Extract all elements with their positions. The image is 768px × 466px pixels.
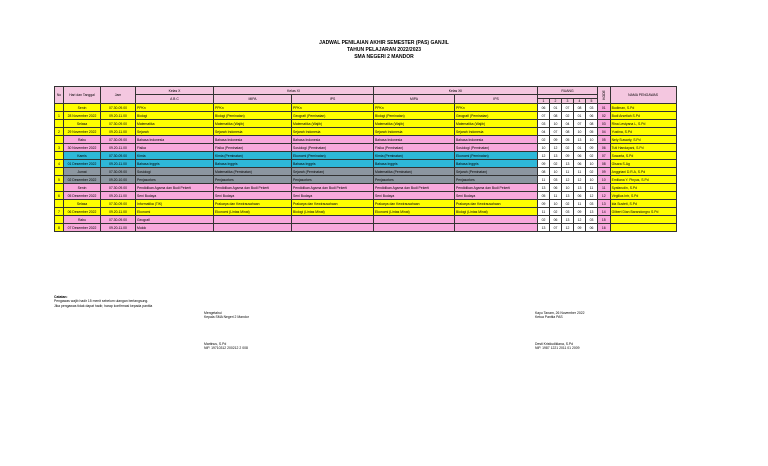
- row-xii-mipa: Prakarya dan Kewirausahaan: [374, 200, 455, 208]
- row-nama-pengawas: Virgilius Intr, S.Pd: [610, 192, 676, 200]
- row-hari: 28 November 2022: [64, 112, 101, 120]
- row-nama-pengawas: Nely Suwarty, S.Pd: [610, 136, 676, 144]
- row-ruang-5: 03: [586, 200, 598, 208]
- row-xii-ips: [455, 216, 538, 224]
- row-no: 3: [55, 144, 64, 152]
- row-kode: 13: [598, 200, 611, 208]
- row-ruang-3: 13: [562, 192, 574, 200]
- row-ruang-2: 07: [550, 224, 562, 232]
- row-hari: Rabu: [64, 136, 101, 144]
- row-ruang-2: 08: [550, 112, 562, 120]
- row-kode: 03: [598, 120, 611, 128]
- row-xii-mipa: PPKn: [374, 104, 455, 112]
- row-kode: 16: [598, 224, 611, 232]
- row-ruang-5: 03: [586, 216, 598, 224]
- row-xii-ips: PPKn: [455, 104, 538, 112]
- row-ruang-4: 06: [574, 160, 586, 168]
- row-hari: Selasa: [64, 200, 101, 208]
- row-ruang-3: 04: [562, 120, 574, 128]
- row-kode: 11: [598, 184, 611, 192]
- row-no: 5: [55, 176, 64, 184]
- row-xi-ips: Seni Budaya: [292, 192, 374, 200]
- row-ruang-3: 11: [562, 168, 574, 176]
- row-xi-mipa: Matematika (Peminatan): [214, 168, 292, 176]
- row-ruang-4: 10: [574, 128, 586, 136]
- row-xi-ips: Biologi (Lintas Minat): [292, 208, 374, 216]
- row-ruang-1: 09: [538, 200, 550, 208]
- sign-left: [204, 311, 249, 320]
- row-jam: 09.20-11.00: [101, 192, 136, 200]
- row-ruang-3: 09: [562, 152, 574, 160]
- row-hari: 01 Desember 2022: [64, 160, 101, 168]
- table-row: [55, 128, 677, 136]
- row-no: 8: [55, 224, 64, 232]
- row-jam: 07.30-09.00: [101, 152, 136, 160]
- row-ruang-3: 05: [562, 136, 574, 144]
- row-xii-ips: Prakarya dan Kewirausahaan: [455, 200, 538, 208]
- sign-right-line2: Ketua Panitia PAS: [535, 315, 563, 320]
- header-abc: A B C: [136, 95, 214, 104]
- row-nama-pengawas: Yustina, S.Pd: [610, 128, 676, 136]
- table-row: [55, 192, 677, 200]
- title-line-2: TAHUN PELAJARAN 2022/2023: [346, 47, 422, 53]
- row-ruang-4: 13: [574, 136, 586, 144]
- row-ruang-3: 02: [562, 144, 574, 152]
- row-ruang-3: 12: [562, 176, 574, 184]
- row-ruang-2: 13: [550, 152, 562, 160]
- row-xii-ips: Matematika (Wajib): [455, 120, 538, 128]
- row-xii-ips: Biologi (Lintas Minat): [455, 208, 538, 216]
- notes-line-1: Pengawas wajib hadir 15 menit sebelum ulangan berlangsung.: [54, 299, 149, 304]
- row-hari: Senin: [64, 184, 101, 192]
- row-xii-ips: Sejarah (Peminatan): [455, 168, 538, 176]
- row-xi-mipa: Ekonomi (Lintas Minat): [214, 208, 292, 216]
- row-xi-ips: [292, 216, 374, 224]
- header-kelas-xii: Kelas XII: [374, 87, 538, 95]
- row-xi-ips: Ekonomi (Peminatan): [292, 152, 374, 160]
- row-ruang-5: 09: [586, 144, 598, 152]
- row-hari: Senin: [64, 104, 101, 112]
- row-xi-mipa: Penjasorkes: [214, 176, 292, 184]
- table-header: [55, 87, 677, 104]
- row-hari: Kamis: [64, 152, 101, 160]
- row-ruang-2: 07: [550, 128, 562, 136]
- row-xi-ips: Sejarah (Peminatan): [292, 168, 374, 176]
- row-ruang-5: 06: [586, 112, 598, 120]
- row-ruang-1: 07: [538, 112, 550, 120]
- sign-right: [535, 311, 585, 320]
- row-nama-pengawas: Gisara S.Ag: [610, 160, 676, 168]
- header-ruang-1: 1: [538, 99, 550, 104]
- row-jam: 09.20-10.00: [101, 176, 136, 184]
- sign-left-signatory: [204, 342, 248, 351]
- row-jam: 09.20-11.00: [101, 160, 136, 168]
- row-xii-mipa: Biologi (Peminatan): [374, 112, 455, 120]
- row-ruang-2: 12: [550, 144, 562, 152]
- row-no: [55, 120, 64, 128]
- row-kelas-x: Informatika (TIK): [136, 200, 214, 208]
- row-no: 1: [55, 112, 64, 120]
- row-jam: 07.30-09.00: [101, 120, 136, 128]
- notes-title: Catatan:: [54, 295, 68, 299]
- row-xii-mipa: Pendidikan Agama dan Budi Pekerti: [374, 184, 455, 192]
- row-nama-pengawas: [610, 216, 676, 224]
- row-xii-ips: Sosiologi (Peminatan): [455, 144, 538, 152]
- row-hari: 29 November 2022: [64, 128, 101, 136]
- row-ruang-1: 02: [538, 136, 550, 144]
- table-row: [55, 144, 677, 152]
- header-jam: Jam: [101, 87, 136, 104]
- row-ruang-1: 13: [538, 184, 550, 192]
- row-hari: Rabu: [64, 216, 101, 224]
- row-xii-ips: Pendidikan Agama dan Budi Pekerti: [455, 184, 538, 192]
- row-ruang-4: 01: [574, 112, 586, 120]
- row-xii-mipa: Ekonomi (Lintas Minat): [374, 208, 455, 216]
- header-kode: [598, 87, 611, 104]
- row-nama-pengawas: Rina Lestyana L, S.Pd: [610, 120, 676, 128]
- sign-left-name: Martinus, S.Pd: [204, 342, 227, 346]
- title-line-1: JADWAL PENILAIAN AKHIR SEMESTER (PAS) GANJIL: [319, 40, 449, 46]
- sign-right-nip: NIP. 1987 1221 2011 01 2009: [535, 346, 580, 351]
- row-jam: 07.30-09.00: [101, 200, 136, 208]
- row-xii-ips: Bahasa Inggris: [455, 160, 538, 168]
- row-kode: 01: [598, 104, 611, 112]
- row-xii-ips: Ekonomi (Peminatan): [455, 152, 538, 160]
- table-body: [55, 104, 677, 232]
- row-hari: Jumat: [64, 168, 101, 176]
- row-ruang-1: 12: [538, 152, 550, 160]
- row-hari: 06 Desember 2022: [64, 208, 101, 216]
- row-ruang-1: 04: [538, 128, 550, 136]
- header-xii-mipa: MIPA: [374, 95, 455, 104]
- header-xi-mipa: MIPA: [214, 95, 292, 104]
- row-xii-mipa: Matematika (Wajib): [374, 120, 455, 128]
- row-kelas-x: Bahasa Indonesia: [136, 136, 214, 144]
- row-xi-ips: Bahasa Indonesia: [292, 136, 374, 144]
- header-kelas-x: Kelas X: [136, 87, 214, 95]
- row-ruang-5: 12: [586, 192, 598, 200]
- row-ruang-4: 01: [574, 144, 586, 152]
- row-xii-ips: Geografi (Peminatan): [455, 112, 538, 120]
- row-xi-ips: Prakarya dan Kewirausahaan: [292, 200, 374, 208]
- row-ruang-4: 08: [574, 104, 586, 112]
- row-kelas-x: Geografi: [136, 216, 214, 224]
- row-xii-ips: [455, 224, 538, 232]
- row-xi-mipa: Seni Budaya: [214, 192, 292, 200]
- row-ruang-1: 02: [538, 216, 550, 224]
- row-hari: 02 Desember 2022: [64, 176, 101, 184]
- row-kode: 12: [598, 192, 611, 200]
- row-jam: 07.30-09.00: [101, 136, 136, 144]
- row-hari: Selasa: [64, 120, 101, 128]
- table-row: [55, 120, 677, 128]
- row-kode: 05: [598, 136, 611, 144]
- row-ruang-4: 09: [574, 208, 586, 216]
- header-ruang: RUANG: [538, 87, 598, 95]
- table-row: [55, 224, 677, 232]
- row-ruang-2: 01: [550, 104, 562, 112]
- row-kode: 07: [598, 152, 611, 160]
- row-xii-ips: Penjasorkes: [455, 176, 538, 184]
- row-xii-mipa: Penjasorkes: [374, 176, 455, 184]
- row-hari: 30 November 2022: [64, 144, 101, 152]
- row-kode: 04: [598, 128, 611, 136]
- sign-left-line1: Mengetahui: [204, 311, 222, 315]
- row-nama-pengawas: Budiman, S.Pd: [610, 104, 676, 112]
- row-no: [55, 152, 64, 160]
- row-ruang-1: 05: [538, 192, 550, 200]
- row-xi-mipa: Bahasa Indonesia: [214, 136, 292, 144]
- title-line-3: SMA NEGERI 2 MANDOR: [354, 54, 414, 60]
- row-xi-ips: Sosiologi (Peminatan): [292, 144, 374, 152]
- row-kelas-x: Biologi: [136, 112, 214, 120]
- table-row: [55, 152, 677, 160]
- row-ruang-4: 07: [574, 120, 586, 128]
- row-no: [55, 216, 64, 224]
- row-xii-mipa: Kimia (Peminatan): [374, 152, 455, 160]
- row-kelas-x: Sosiologi: [136, 168, 214, 176]
- row-hari: 05 Desember 2022: [64, 192, 101, 200]
- row-jam: 07.30-09.00: [101, 104, 136, 112]
- notes: [54, 295, 152, 308]
- row-nama-pengawas: Tuti Handayani, S.Pd: [610, 144, 676, 152]
- row-xii-mipa: Seni Budaya: [374, 192, 455, 200]
- row-nama-pengawas: Suwarta, S.Pd: [610, 152, 676, 160]
- row-ruang-2: 10: [550, 200, 562, 208]
- row-no: [55, 200, 64, 208]
- row-nama-pengawas: Budi Arsetiah S.Pd: [610, 112, 676, 120]
- row-ruang-5: 06: [586, 224, 598, 232]
- row-ruang-5: 03: [586, 104, 598, 112]
- row-kode: 10: [598, 176, 611, 184]
- row-xi-mipa: [214, 216, 292, 224]
- row-ruang-1: 10: [538, 144, 550, 152]
- row-no: [55, 184, 64, 192]
- row-xi-mipa: PPKn: [214, 104, 292, 112]
- row-no: [55, 104, 64, 112]
- row-jam: 09.20-11.00: [101, 224, 136, 232]
- row-xi-mipa: Kimia (Peminatan): [214, 152, 292, 160]
- row-ruang-3: 13: [562, 160, 574, 168]
- row-jam: 09.20-11.00: [101, 208, 136, 216]
- row-xi-ips: Pendidikan Agama dan Budi Pekerti: [292, 184, 374, 192]
- row-ruang-3: 02: [562, 112, 574, 120]
- header-ruang-4: 4: [574, 99, 586, 104]
- row-no: 7: [55, 208, 64, 216]
- header-no: No: [55, 87, 64, 104]
- row-no: 6: [55, 192, 64, 200]
- table-row: [55, 104, 677, 112]
- row-kelas-x: Pendidikan Agama dan Budi Pekerti: [136, 184, 214, 192]
- row-ruang-3: 12: [562, 224, 574, 232]
- row-hari: 07 Desember 2022: [64, 224, 101, 232]
- row-xi-mipa: Pendidikan Agama dan Budi Pekerti: [214, 184, 292, 192]
- row-jam: 09.20-11.00: [101, 144, 136, 152]
- sign-left-line2: Kepala SMA Negeri 2 Mandor: [204, 315, 249, 320]
- row-kelas-x: Sejarah: [136, 128, 214, 136]
- row-kelas-x: Fisika: [136, 144, 214, 152]
- header-ruang-5: 5: [586, 99, 598, 104]
- row-nama-pengawas: Ida Susteti, S.Pd: [610, 200, 676, 208]
- row-ruang-2: 11: [550, 192, 562, 200]
- row-no: 4: [55, 160, 64, 168]
- row-jam: 07.30-09.00: [101, 184, 136, 192]
- row-nama-pengawas: Syafarudin, S.Pd: [610, 184, 676, 192]
- row-ruang-1: 03: [538, 120, 550, 128]
- sign-right-line1: Kayu Tanam, 26 November 2022: [535, 311, 585, 315]
- header-kelas-xi: Kelas XI: [214, 87, 374, 95]
- row-ruang-1: 11: [538, 208, 550, 216]
- row-kelas-x: Mulok: [136, 224, 214, 232]
- row-xi-mipa: Matematika (Wajib): [214, 120, 292, 128]
- row-ruang-1: 11: [538, 176, 550, 184]
- header-hari: Hari dan Tanggal: [64, 87, 101, 104]
- row-ruang-5: 08: [586, 120, 598, 128]
- table-row: [55, 176, 677, 184]
- row-ruang-1: 13: [538, 224, 550, 232]
- row-xi-mipa: Prakarya dan Kewirausahaan: [214, 200, 292, 208]
- row-xi-ips: Matematika (Wajib): [292, 120, 374, 128]
- row-ruang-5: 02: [586, 152, 598, 160]
- row-kode: 02: [598, 112, 611, 120]
- row-ruang-5: 11: [586, 184, 598, 192]
- row-ruang-1: 06: [538, 104, 550, 112]
- row-ruang-3: 10: [562, 184, 574, 192]
- row-kelas-x: Penjasorkes: [136, 176, 214, 184]
- row-xi-mipa: [214, 224, 292, 232]
- table-row: [55, 200, 677, 208]
- row-ruang-2: 06: [550, 216, 562, 224]
- header-nama: NAMA PENGAWAS: [610, 87, 676, 104]
- row-xii-ips: Seni Budaya: [455, 192, 538, 200]
- row-ruang-2: 06: [550, 184, 562, 192]
- row-ruang-2: 03: [550, 176, 562, 184]
- header-kode-text: KODE: [601, 90, 606, 100]
- row-ruang-3: 03: [562, 208, 574, 216]
- table-row: [55, 208, 677, 216]
- row-kode: 14: [598, 208, 611, 216]
- row-jam: 09.20-11.00: [101, 112, 136, 120]
- row-nama-pengawas: Emiliana Y. Pinyus, S.Pd: [610, 176, 676, 184]
- row-ruang-3: 07: [562, 104, 574, 112]
- row-ruang-2: 02: [550, 208, 562, 216]
- row-xi-ips: Sejarah Indonesia: [292, 128, 374, 136]
- row-ruang-3: 02: [562, 200, 574, 208]
- row-xi-mipa: Fisika (Peminatan): [214, 144, 292, 152]
- header-xii-ips: IPS: [455, 95, 538, 104]
- row-ruang-5: 02: [586, 168, 598, 176]
- row-ruang-4: 12: [574, 176, 586, 184]
- row-ruang-4: 06: [574, 192, 586, 200]
- row-kode: 08: [598, 160, 611, 168]
- row-ruang-4: 09: [574, 224, 586, 232]
- row-xi-mipa: Sejarah Indonesia: [214, 128, 292, 136]
- row-kelas-x: Kimia: [136, 152, 214, 160]
- row-ruang-4: 11: [574, 200, 586, 208]
- row-kelas-x: Bahasa Inggris: [136, 160, 214, 168]
- row-xii-ips: Bahasa Indonesia: [455, 136, 538, 144]
- row-jam: 09.20-11.00: [101, 128, 136, 136]
- row-no: [55, 168, 64, 176]
- row-xi-ips: PPKn: [292, 104, 374, 112]
- table-row: [55, 216, 677, 224]
- schedule-table: [54, 86, 677, 232]
- row-xi-ips: Geografi (Peminatan): [292, 112, 374, 120]
- row-xii-ips: Sejarah Indonesia: [455, 128, 538, 136]
- row-ruang-4: 06: [574, 152, 586, 160]
- row-nama-pengawas: Anggriani D.R.A, S.Pd: [610, 168, 676, 176]
- row-xii-mipa: Fisika (Peminatan): [374, 144, 455, 152]
- row-jam: 07.30-09.00: [101, 216, 136, 224]
- notes-line-2: Jika pengawas tidak dapat hadir, harap konfirmasi kepada panitia: [54, 303, 153, 308]
- row-ruang-5: 13: [586, 208, 598, 216]
- row-nama-pengawas: Gilbert Dian Barandongro S.Pd: [610, 208, 676, 216]
- row-xi-ips: [292, 224, 374, 232]
- row-xi-mipa: Biologi (Peminatan): [214, 112, 292, 120]
- sign-right-name: Desti Kristiudiklana, S.Pd: [535, 342, 574, 346]
- row-xii-mipa: Sejarah Indonesia: [374, 128, 455, 136]
- row-ruang-4: 12: [574, 216, 586, 224]
- row-kode: 06: [598, 144, 611, 152]
- row-ruang-2: 10: [550, 120, 562, 128]
- row-xi-ips: Penjasorkes: [292, 176, 374, 184]
- table-row: [55, 112, 677, 120]
- row-xii-mipa: Bahasa Indonesia: [374, 136, 455, 144]
- row-xii-mipa: [374, 216, 455, 224]
- row-ruang-5: 10: [586, 176, 598, 184]
- row-jam: 07.30-09.00: [101, 168, 136, 176]
- table-row: [55, 136, 677, 144]
- row-ruang-2: 02: [550, 160, 562, 168]
- row-kelas-x: Ekonomi: [136, 208, 214, 216]
- row-xi-ips: Bahasa Inggris: [292, 160, 374, 168]
- row-kode: 09: [598, 168, 611, 176]
- row-xii-mipa: Matematika (Peminatan): [374, 168, 455, 176]
- row-xii-mipa: [374, 224, 455, 232]
- row-ruang-1: 09: [538, 160, 550, 168]
- row-kode: 15: [598, 216, 611, 224]
- row-ruang-5: 10: [586, 136, 598, 144]
- row-ruang-2: 09: [550, 136, 562, 144]
- row-kelas-x: PPKn: [136, 104, 214, 112]
- row-ruang-5: 10: [586, 160, 598, 168]
- row-no: [55, 136, 64, 144]
- row-nama-pengawas: [610, 224, 676, 232]
- row-ruang-4: 11: [574, 168, 586, 176]
- row-ruang-3: 08: [562, 128, 574, 136]
- row-xii-mipa: Bahasa Inggris: [374, 160, 455, 168]
- sign-right-signatory: [535, 342, 580, 351]
- header-xi-ips: IPS: [292, 95, 374, 104]
- row-ruang-3: 13: [562, 216, 574, 224]
- header-ruang-2: 2: [550, 99, 562, 104]
- row-no: 2: [55, 128, 64, 136]
- table-row: [55, 184, 677, 192]
- row-kelas-x: Matematika: [136, 120, 214, 128]
- row-kelas-x: Seni Budaya: [136, 192, 214, 200]
- row-ruang-1: 08: [538, 168, 550, 176]
- header-ruang-3: 3: [562, 99, 574, 104]
- table-row: [55, 168, 677, 176]
- row-ruang-5: 05: [586, 128, 598, 136]
- table-row: [55, 160, 677, 168]
- sign-left-nip: NIP. 19710312 200212 2 008: [204, 346, 248, 351]
- row-ruang-4: 13: [574, 184, 586, 192]
- row-ruang-2: 10: [550, 168, 562, 176]
- row-xi-mipa: Bahasa Inggris: [214, 160, 292, 168]
